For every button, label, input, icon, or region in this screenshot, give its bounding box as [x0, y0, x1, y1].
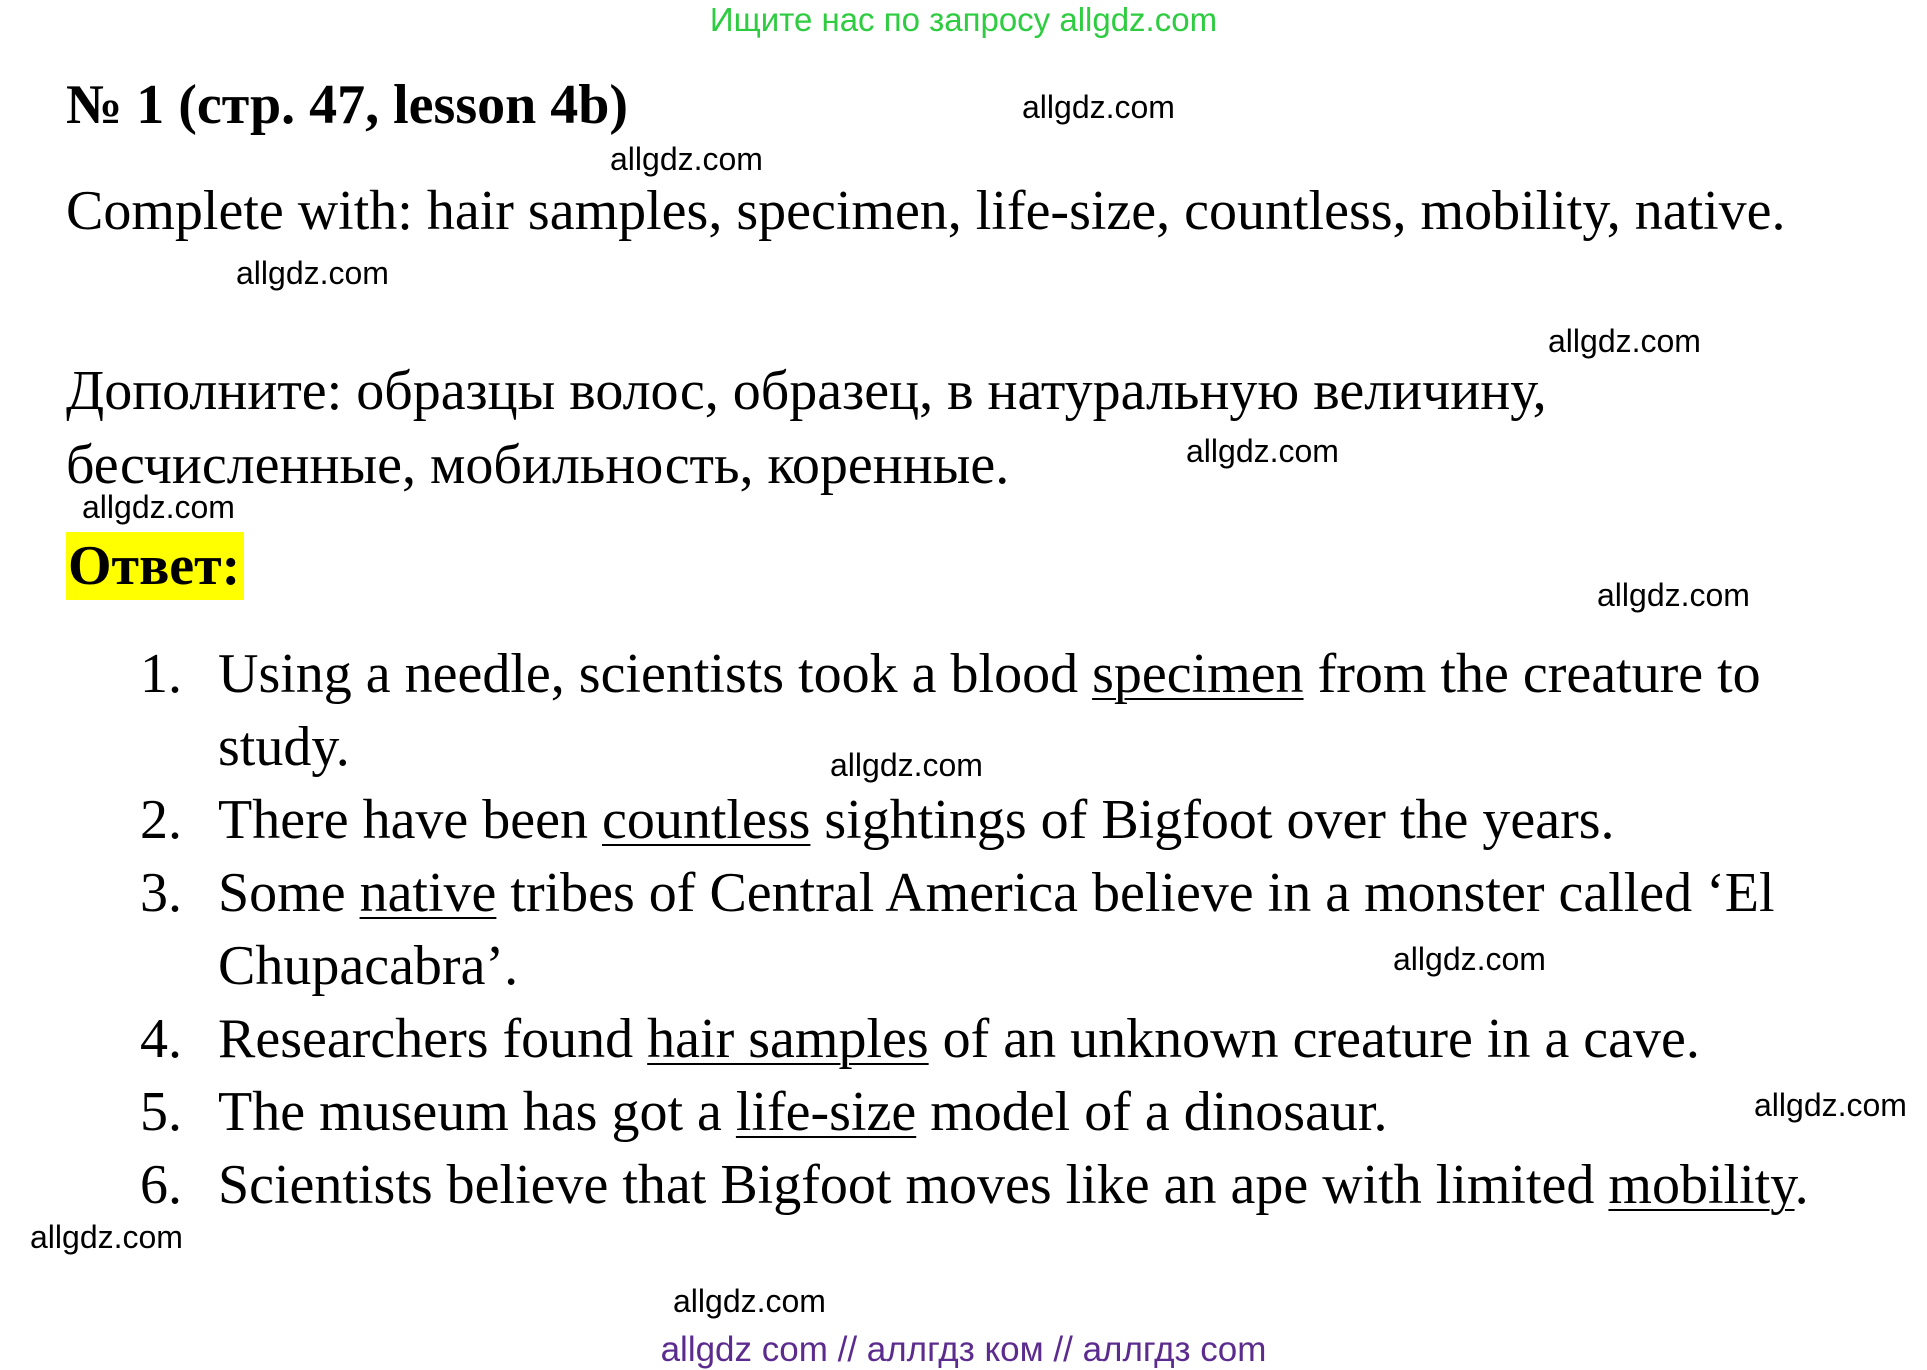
answer-number: 1.	[140, 643, 182, 705]
answer-word: life-size	[735, 1081, 917, 1143]
answer-number: 2.	[140, 789, 182, 851]
answer-word: mobility	[1608, 1154, 1795, 1216]
answer-text-before: Some	[218, 862, 360, 924]
instruction-english: Complete with: hair samples, specimen, life-size, countless, mobility, native.	[66, 180, 1786, 242]
watermark: allgdz.com	[30, 1219, 183, 1255]
answer-item	[140, 784, 1860, 857]
site-footer: allgdz com // аллгдз ком // аллгдз com	[660, 1330, 1267, 1369]
answer-text-after: model of a dinosaur.	[916, 1081, 1388, 1143]
answer-label: Ответ:	[66, 532, 244, 600]
exercise-title: № 1 (стр. 47, lesson 4b)	[66, 74, 629, 136]
watermark: allgdz.com	[1754, 1087, 1907, 1123]
answer-text-after: sightings of Bigfoot over the years.	[810, 789, 1615, 851]
answer-item	[140, 857, 1860, 1003]
watermark: allgdz.com	[1548, 323, 1701, 359]
watermark: allgdz.com	[82, 489, 235, 525]
answer-text-before: Researchers found	[218, 1008, 648, 1070]
answer-number: 5.	[140, 1081, 182, 1143]
answer-item	[140, 1076, 1860, 1149]
answer-text-before: Using a needle, scientists took a blood	[218, 643, 1093, 705]
watermark: allgdz.com	[1393, 941, 1546, 977]
answer-item	[140, 1149, 1860, 1222]
answer-number: 3.	[140, 862, 182, 924]
answer-item	[140, 1003, 1860, 1076]
watermark: allgdz.com	[1022, 89, 1175, 125]
answer-word: countless	[602, 789, 811, 851]
answer-text-before: The museum has got a	[218, 1081, 736, 1143]
instruction-russian: Дополните: образцы волос, образец, в натуральную величину, бесчисленные, мобильность, коренные.	[66, 360, 1547, 496]
answer-list	[140, 638, 1860, 1222]
watermark: allgdz.com	[236, 255, 389, 291]
answer-text-after: .	[1794, 1154, 1809, 1216]
answer-number: 6.	[140, 1154, 182, 1216]
answer-text-after: from the creature to study.	[218, 643, 1761, 778]
answer-text-after: of an unknown creature in a cave.	[928, 1008, 1700, 1070]
watermark: allgdz.com	[1597, 577, 1750, 613]
watermark: allgdz.com	[673, 1283, 826, 1319]
answer-word: specimen	[1092, 643, 1304, 705]
site-banner: Ищите нас по запросу allgdz.com	[709, 1, 1218, 38]
answer-text-after: tribes of Central America believe in a monster called ‘El Chupacabra’.	[218, 862, 1775, 997]
answer-item	[140, 638, 1860, 784]
answer-text-before: There have been	[218, 789, 602, 851]
answer-text-before: Scientists believe that Bigfoot moves like an ape with limited	[218, 1154, 1609, 1216]
watermark: allgdz.com	[830, 747, 983, 783]
watermark: allgdz.com	[610, 141, 763, 177]
answer-number: 4.	[140, 1008, 182, 1070]
answer-word: native	[359, 862, 497, 924]
answer-word: hair samples	[647, 1008, 929, 1070]
watermark: allgdz.com	[1186, 433, 1339, 469]
